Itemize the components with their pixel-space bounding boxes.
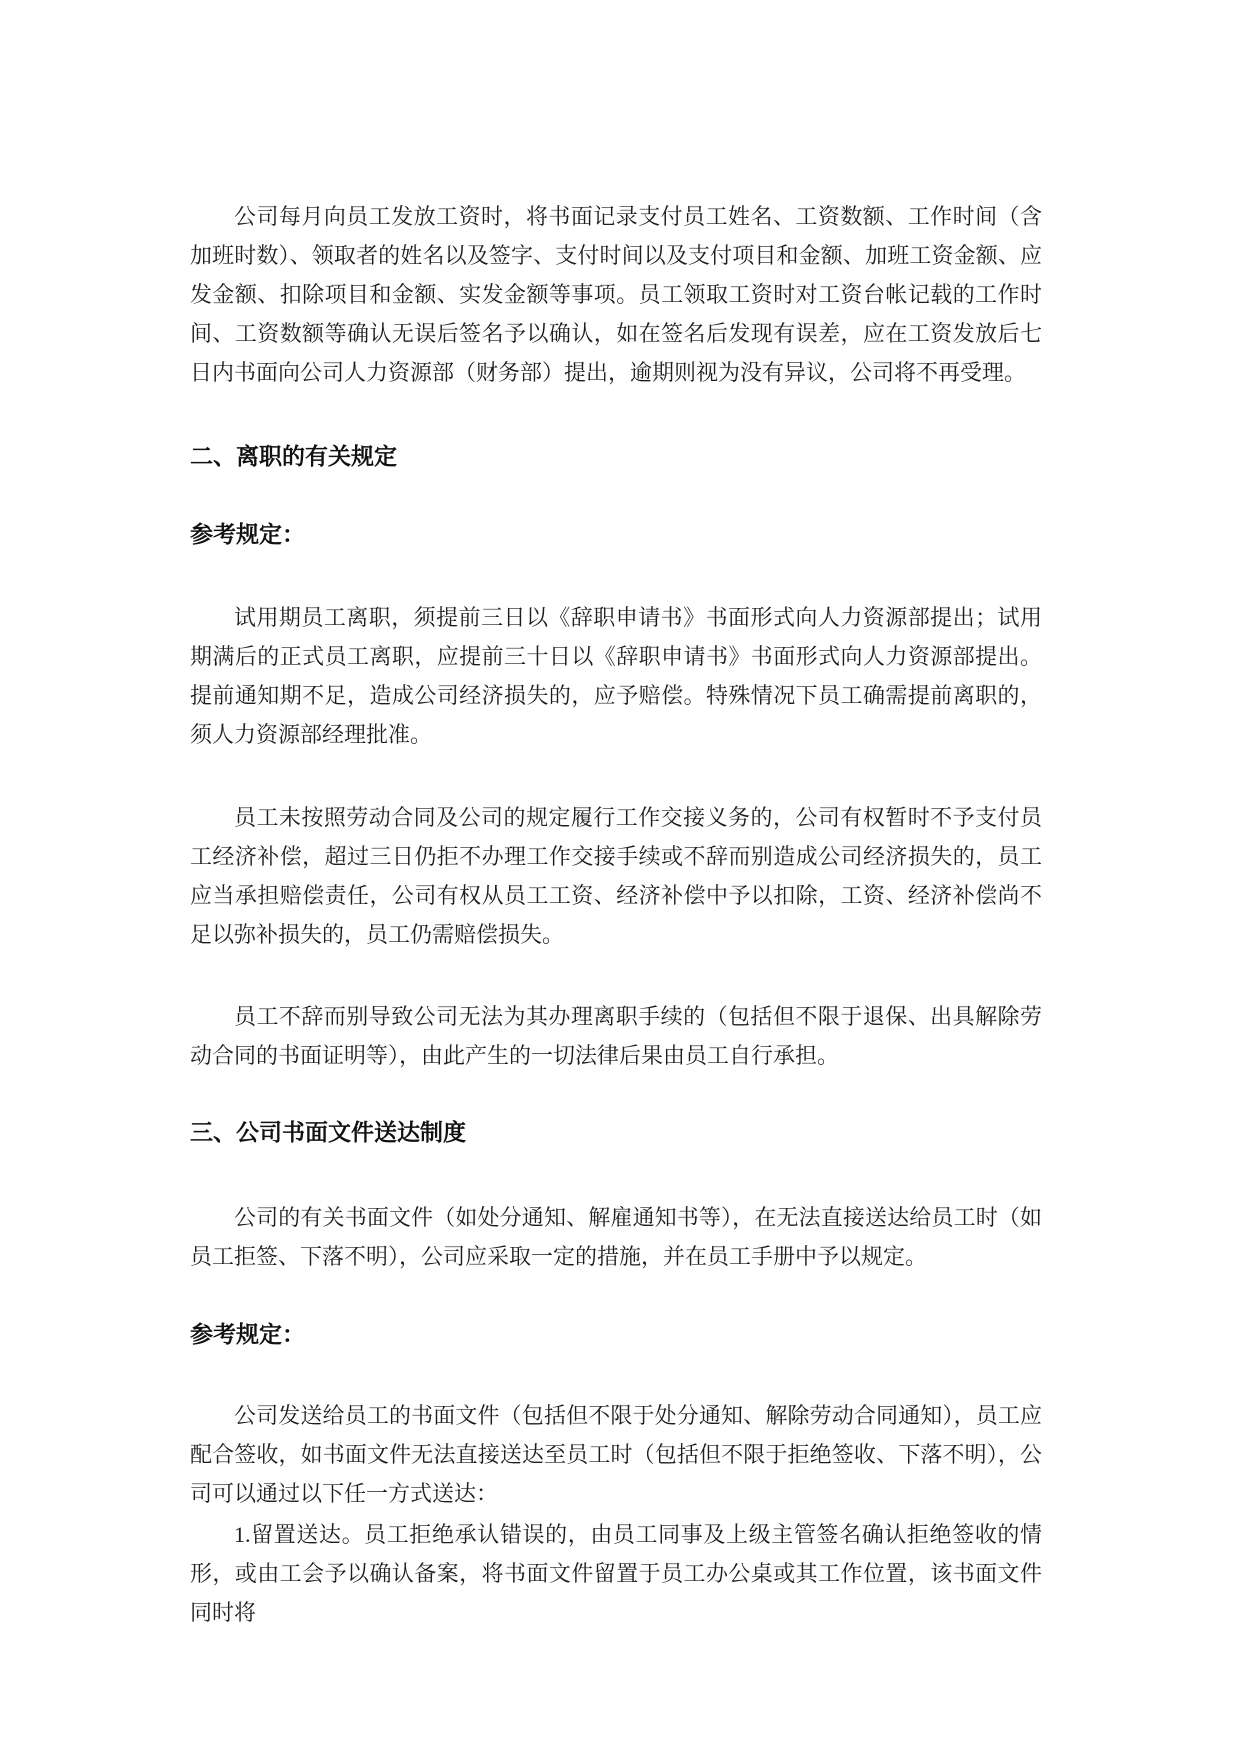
subheading-reference-rules-1: 参考规定：: [190, 521, 305, 547]
paragraph-salary-payment: 公司每月向员工发放工资时，将书面记录支付员工姓名、工资数额、工作时间（含加班时数）、领取者的姓名以及签字、支付时间以及支付项目和金额、加班工资金额、应发金额、扣除项目和金额、实发金额等事项。员工领取工资时对工资台帐记载的工作时间、工资数额等确认无误后签名予以确认，如在签名后发现有误差，应在工资发放后七日内书面向公司人力资源部（财务部）提出，逾期则视为没有异议，公司将不再受理。: [190, 204, 1042, 385]
paragraph-resignation-notice: 试用期员工离职，须提前三日以《辞职申请书》书面形式向人力资源部提出；试用期满后的正式员工离职，应提前三十日以《辞职申请书》书面形式向人力资源部提出。提前通知期不足，造成公司经济损失的，应予赔偿。特殊情况下员工确需提前离职的，须人力资源部经理批准。: [190, 605, 1042, 747]
section-heading-document-delivery: 三、公司书面文件送达制度: [190, 1119, 466, 1145]
paragraph-item-1-lien-delivery: 1.留置送达。员工拒绝承认错误的，由员工同事及上级主管签名确认拒绝签收的情形，或由工会予以确认备案，将书面文件留置于员工办公桌或其工作位置，该书面文件同时将: [190, 1522, 1042, 1625]
document-content: [190, 197, 1042, 1632]
paragraph-delivery-methods: 公司发送给员工的书面文件（包括但不限于处分通知、解除劳动合同通知），员工应配合签收，如书面文件无法直接送达至员工时（包括但不限于拒绝签收、下落不明），公司可以通过以下任一方式送达：: [190, 1403, 1042, 1506]
paragraph-leave-without-notice: 员工不辞而别导致公司无法为其办理离职手续的（包括但不限于退保、出具解除劳动合同的书面证明等），由此产生的一切法律后果由员工自行承担。: [190, 1004, 1042, 1068]
section-heading-resignation: 二、离职的有关规定: [190, 443, 397, 469]
paragraph-work-handover: 员工未按照劳动合同及公司的规定履行工作交接义务的，公司有权暂时不予支付员工经济补偿，超过三日仍拒不办理工作交接手续或不辞而别造成公司经济损失的，员工应当承担赔偿责任，公司有权从员工工资、经济补偿中予以扣除，工资、经济补偿尚不足以弥补损失的，员工仍需赔偿损失。: [190, 805, 1042, 947]
paragraph-written-documents: 公司的有关书面文件（如处分通知、解雇通知书等），在无法直接送达给员工时（如员工拒签、下落不明），公司应采取一定的措施，并在员工手册中予以规定。: [190, 1205, 1042, 1269]
subheading-reference-rules-2: 参考规定：: [190, 1321, 305, 1347]
